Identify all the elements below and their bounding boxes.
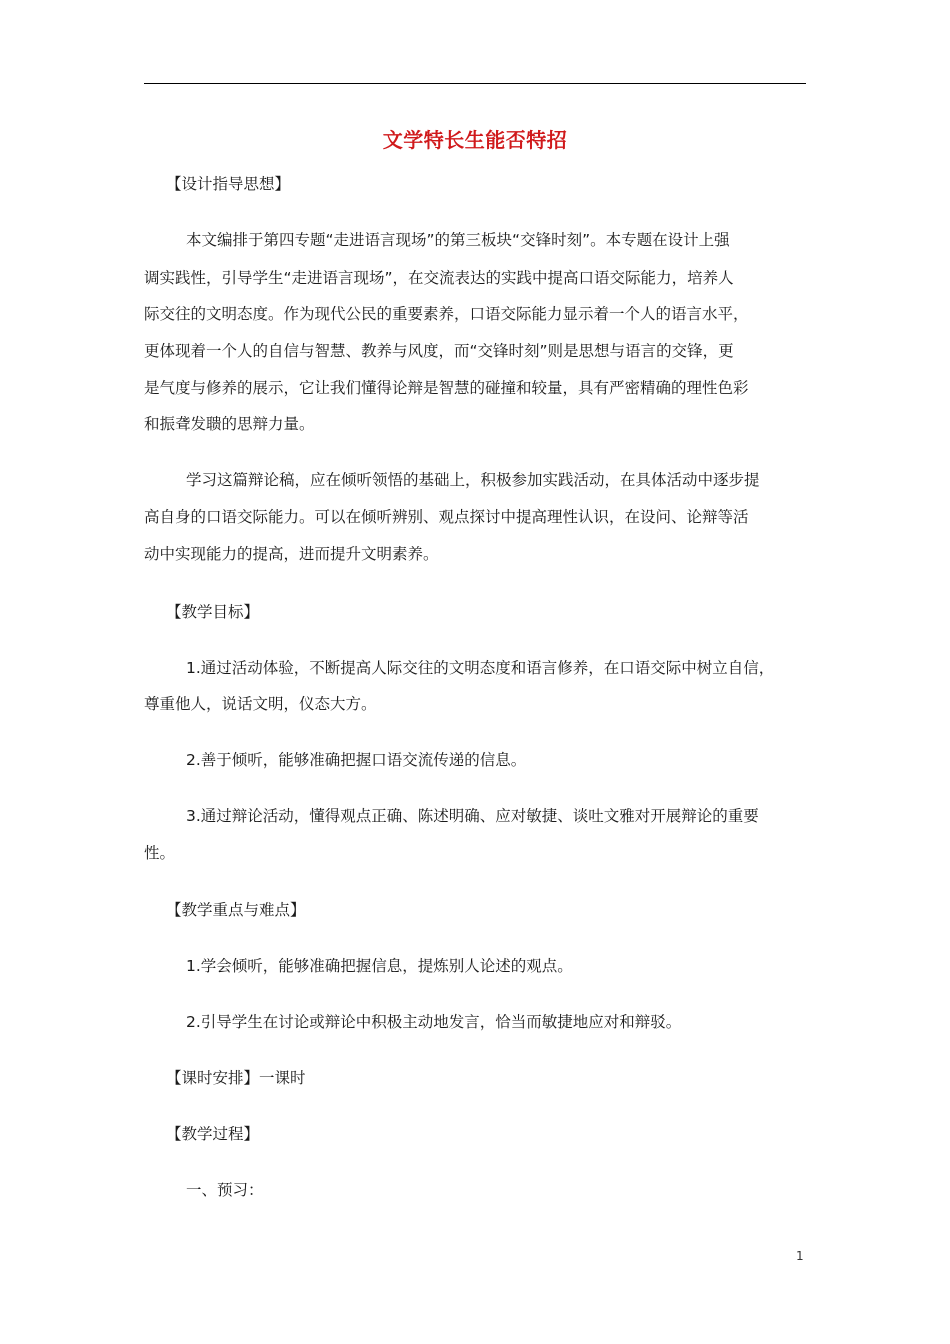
paragraph-line: 本文编排于第四专题“走进语言现场”的第三板块“交锋时刻”。本专题在设计上强 (186, 231, 730, 249)
section-heading-process: 【教学过程】 (166, 1125, 260, 1143)
paragraph-line: 学习这篇辩论稿，应在倾听领悟的基础上，积极参加实践活动，在具体活动中逐步提 (186, 471, 760, 489)
paragraph-line: 际交往的文明态度。作为现代公民的重要素养，口语交际能力显示着一个人的语言水平， (144, 305, 749, 323)
goal-item: 3.通过辩论活动，懂得观点正确、陈述明确、应对敏捷、谈吐文雅对开展辩论的重要 (186, 807, 759, 825)
goal-item: 2.善于倾听，能够准确把握口语交流传递的信息。 (186, 751, 527, 769)
paragraph-line: 高自身的口语交际能力。可以在倾听辨别、观点探讨中提高理性认识，在设问、论辩等活 (144, 508, 749, 526)
section-heading-key-points: 【教学重点与难点】 (166, 901, 306, 919)
goal-item: 1.通过活动体验，不断提高人际交往的文明态度和语言修养，在口语交际中树立自信， (186, 659, 775, 677)
top-rule (144, 83, 806, 84)
document-title: 文学特长生能否特招 (382, 128, 568, 152)
paragraph-line: 和振聋发聩的思辩力量。 (144, 415, 315, 433)
goal-item-continued: 性。 (144, 844, 176, 862)
goal-item-continued: 尊重他人，说话文明，仪态大方。 (144, 695, 377, 713)
paragraph-line: 动中实现能力的提高，进而提升文明素养。 (144, 545, 439, 563)
paragraph-line: 调实践性，引导学生“走进语言现场”，在交流表达的实践中提高口语交际能力，培养人 (144, 269, 734, 287)
process-step: 一、预习： (186, 1181, 264, 1199)
section-heading-design: 【设计指导思想】 (166, 175, 291, 193)
paragraph-line: 更体现着一个人的自信与智慧、教养与风度，而“交锋时刻”则是思想与语言的交锋，更 (144, 342, 734, 360)
paragraph-line: 是气度与修养的展示，它让我们懂得论辩是智慧的碰撞和较量，具有严密精确的理性色彩 (144, 379, 749, 397)
page-number: 1 (796, 1249, 804, 1263)
key-point-item: 1.学会倾听，能够准确把握信息，提炼别人论述的观点。 (186, 957, 573, 975)
section-heading-goals: 【教学目标】 (166, 603, 260, 621)
key-point-item: 2.引导学生在讨论或辩论中积极主动地发言，恰当而敏捷地应对和辩驳。 (186, 1013, 682, 1031)
section-heading-schedule: 【课时安排】一课时 (166, 1069, 306, 1087)
